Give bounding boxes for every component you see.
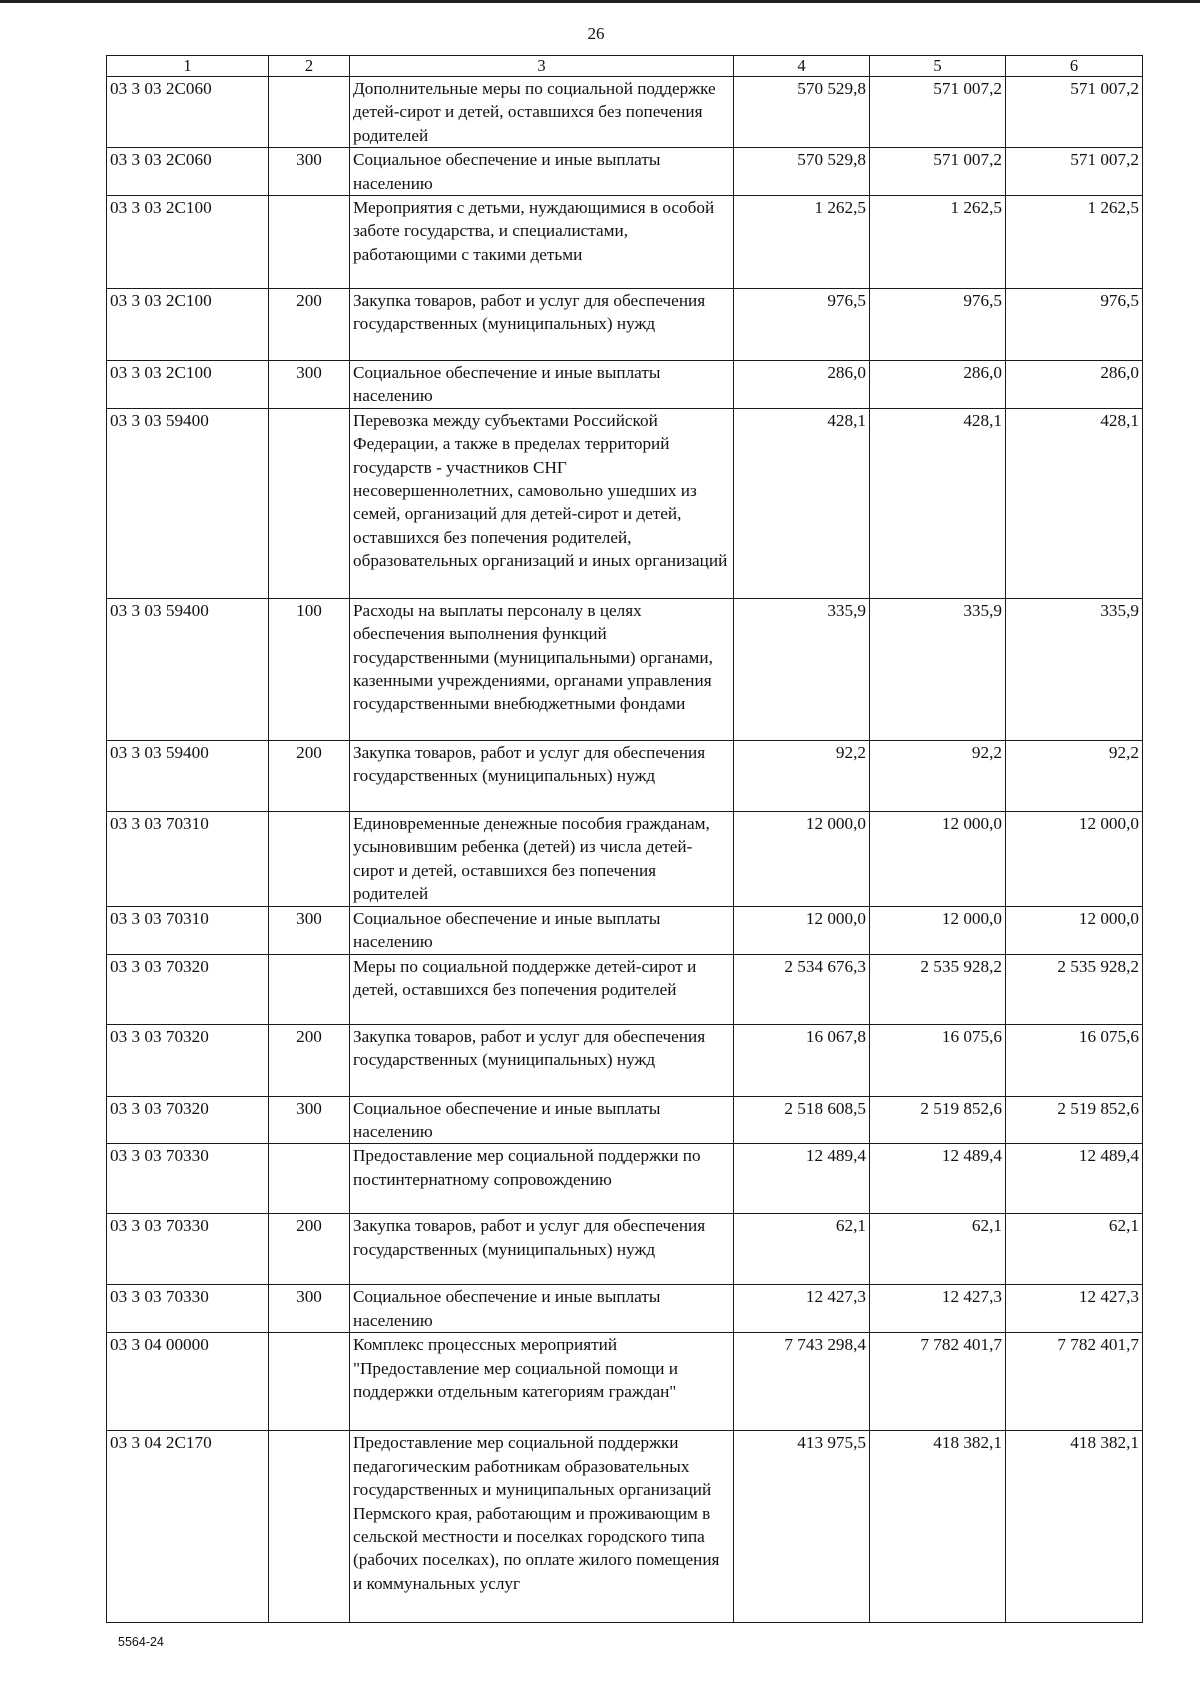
table-row <box>107 1431 1143 1623</box>
cell-amount-year2: 12 000,0 <box>870 906 1006 954</box>
cell-amount-year2: 16 075,6 <box>870 1024 1006 1096</box>
table-row <box>107 1285 1143 1333</box>
table-row <box>107 361 1143 409</box>
cell-amount-year3: 12 427,3 <box>1006 1285 1143 1333</box>
cell-amount-year3: 428,1 <box>1006 408 1143 598</box>
cell-expense-type: 200 <box>269 1024 350 1096</box>
cell-code: 03 3 04 00000 <box>107 1333 269 1431</box>
cell-expense-type <box>269 196 350 289</box>
table-row <box>107 740 1143 811</box>
cell-code: 03 3 03 59400 <box>107 408 269 598</box>
cell-amount-year1: 92,2 <box>734 740 870 811</box>
cell-amount-year1: 570 529,8 <box>734 77 870 148</box>
cell-name: Социальное обеспечение и иные выплаты населению <box>350 361 734 409</box>
cell-code: 03 3 03 70320 <box>107 1024 269 1096</box>
cell-name: Дополнительные меры по социальной поддержке детей-сирот и детей, оставшихся без попечения родителей <box>350 77 734 148</box>
cell-name: Комплекс процессных мероприятий "Предоставление мер социальной помощи и поддержки отдельным категориям граждан" <box>350 1333 734 1431</box>
cell-amount-year1: 12 000,0 <box>734 906 870 954</box>
cell-amount-year2: 12 000,0 <box>870 811 1006 906</box>
cell-expense-type: 200 <box>269 289 350 361</box>
cell-code: 03 3 03 70330 <box>107 1144 269 1214</box>
cell-name: Закупка товаров, работ и услуг для обеспечения государственных (муниципальных) нужд <box>350 1214 734 1285</box>
cell-amount-year1: 335,9 <box>734 598 870 740</box>
cell-amount-year2: 428,1 <box>870 408 1006 598</box>
table-row <box>107 1096 1143 1144</box>
cell-amount-year3: 7 782 401,7 <box>1006 1333 1143 1431</box>
cell-code: 03 3 03 2С100 <box>107 361 269 409</box>
header-col-5: 5 <box>870 56 1006 77</box>
cell-name: Расходы на выплаты персоналу в целях обеспечения выполнения функций государственными (муниципальными) органами, казенными учреждениями, органами управления государственными внебюджетными фондами <box>350 598 734 740</box>
cell-amount-year3: 2 535 928,2 <box>1006 954 1143 1024</box>
cell-amount-year1: 570 529,8 <box>734 148 870 196</box>
cell-code: 03 3 04 2С170 <box>107 1431 269 1623</box>
cell-amount-year1: 2 534 676,3 <box>734 954 870 1024</box>
cell-amount-year2: 1 262,5 <box>870 196 1006 289</box>
cell-expense-type: 300 <box>269 906 350 954</box>
table-row <box>107 1144 1143 1214</box>
table-row <box>107 1214 1143 1285</box>
cell-amount-year3: 1 262,5 <box>1006 196 1143 289</box>
header-col-2: 2 <box>269 56 350 77</box>
cell-amount-year3: 62,1 <box>1006 1214 1143 1285</box>
cell-amount-year1: 12 000,0 <box>734 811 870 906</box>
cell-amount-year2: 571 007,2 <box>870 148 1006 196</box>
cell-amount-year3: 2 519 852,6 <box>1006 1096 1143 1144</box>
cell-expense-type <box>269 811 350 906</box>
cell-amount-year1: 12 489,4 <box>734 1144 870 1214</box>
cell-amount-year2: 2 519 852,6 <box>870 1096 1006 1144</box>
table-row <box>107 954 1143 1024</box>
table-row <box>107 408 1143 598</box>
cell-amount-year2: 92,2 <box>870 740 1006 811</box>
table-row <box>107 196 1143 289</box>
cell-code: 03 3 03 59400 <box>107 598 269 740</box>
cell-amount-year2: 12 489,4 <box>870 1144 1006 1214</box>
top-border-line <box>0 0 1200 3</box>
cell-name: Предоставление мер социальной поддержки по постинтернатному сопровождению <box>350 1144 734 1214</box>
cell-code: 03 3 03 70330 <box>107 1285 269 1333</box>
table-header <box>107 56 1143 77</box>
table-body <box>107 77 1143 1623</box>
cell-name: Закупка товаров, работ и услуг для обеспечения государственных (муниципальных) нужд <box>350 289 734 361</box>
cell-code: 03 3 03 59400 <box>107 740 269 811</box>
cell-amount-year1: 12 427,3 <box>734 1285 870 1333</box>
cell-amount-year2: 62,1 <box>870 1214 1006 1285</box>
cell-amount-year1: 413 975,5 <box>734 1431 870 1623</box>
cell-amount-year2: 335,9 <box>870 598 1006 740</box>
cell-expense-type <box>269 954 350 1024</box>
cell-amount-year1: 7 743 298,4 <box>734 1333 870 1431</box>
cell-name: Перевозка между субъектами Российской Федерации, а также в пределах территорий государств - участников СНГ несовершеннолетних, самовольно ушедших из семей, организаций для детей-сирот и детей, оставшихся без попечения родителей, образовательных организаций и иных организаций <box>350 408 734 598</box>
cell-expense-type: 300 <box>269 148 350 196</box>
table-row <box>107 289 1143 361</box>
cell-name: Социальное обеспечение и иные выплаты населению <box>350 1096 734 1144</box>
cell-name: Социальное обеспечение и иные выплаты населению <box>350 906 734 954</box>
cell-amount-year1: 2 518 608,5 <box>734 1096 870 1144</box>
table-row <box>107 77 1143 148</box>
cell-code: 03 3 03 2С100 <box>107 289 269 361</box>
cell-amount-year2: 7 782 401,7 <box>870 1333 1006 1431</box>
cell-amount-year1: 286,0 <box>734 361 870 409</box>
cell-code: 03 3 03 70330 <box>107 1214 269 1285</box>
cell-amount-year3: 16 075,6 <box>1006 1024 1143 1096</box>
cell-name: Закупка товаров, работ и услуг для обеспечения государственных (муниципальных) нужд <box>350 1024 734 1096</box>
cell-expense-type: 300 <box>269 1285 350 1333</box>
cell-name: Закупка товаров, работ и услуг для обеспечения государственных (муниципальных) нужд <box>350 740 734 811</box>
cell-amount-year2: 571 007,2 <box>870 77 1006 148</box>
cell-code: 03 3 03 2С060 <box>107 77 269 148</box>
cell-expense-type <box>269 1144 350 1214</box>
cell-name: Предоставление мер социальной поддержки педагогическим работникам образовательных государственных и муниципальных организаций Пермского края, работающим и проживающим в сельской местности и поселках городского типа (рабочих поселках), по оплате жилого помещения и коммунальных услуг <box>350 1431 734 1623</box>
header-col-6: 6 <box>1006 56 1143 77</box>
cell-name: Меры по социальной поддержке детей-сирот и детей, оставшихся без попечения родителей <box>350 954 734 1024</box>
page-number: 26 <box>587 24 605 43</box>
cell-amount-year2: 12 427,3 <box>870 1285 1006 1333</box>
cell-amount-year3: 12 000,0 <box>1006 811 1143 906</box>
cell-code: 03 3 03 70320 <box>107 954 269 1024</box>
cell-code: 03 3 03 70310 <box>107 811 269 906</box>
cell-amount-year2: 2 535 928,2 <box>870 954 1006 1024</box>
table-row <box>107 906 1143 954</box>
cell-expense-type <box>269 408 350 598</box>
cell-expense-type <box>269 1431 350 1623</box>
cell-amount-year1: 1 262,5 <box>734 196 870 289</box>
cell-amount-year1: 16 067,8 <box>734 1024 870 1096</box>
header-row <box>107 56 1143 77</box>
cell-amount-year3: 12 489,4 <box>1006 1144 1143 1214</box>
cell-name: Социальное обеспечение и иные выплаты населению <box>350 1285 734 1333</box>
cell-name: Мероприятия с детьми, нуждающимися в особой заботе государства, и специалистами, работающими с такими детьми <box>350 196 734 289</box>
cell-name: Социальное обеспечение и иные выплаты населению <box>350 148 734 196</box>
header-col-4: 4 <box>734 56 870 77</box>
cell-amount-year3: 12 000,0 <box>1006 906 1143 954</box>
document-footer-code: 5564-24 <box>118 1635 164 1649</box>
cell-code: 03 3 03 2С100 <box>107 196 269 289</box>
cell-amount-year3: 92,2 <box>1006 740 1143 811</box>
cell-amount-year3: 335,9 <box>1006 598 1143 740</box>
cell-expense-type <box>269 1333 350 1431</box>
cell-expense-type: 300 <box>269 361 350 409</box>
table-row <box>107 598 1143 740</box>
cell-code: 03 3 03 70310 <box>107 906 269 954</box>
table-row <box>107 811 1143 906</box>
cell-expense-type: 200 <box>269 1214 350 1285</box>
table-row <box>107 1024 1143 1096</box>
cell-expense-type: 300 <box>269 1096 350 1144</box>
cell-amount-year2: 418 382,1 <box>870 1431 1006 1623</box>
header-col-1: 1 <box>107 56 269 77</box>
cell-amount-year3: 976,5 <box>1006 289 1143 361</box>
cell-expense-type <box>269 77 350 148</box>
cell-amount-year1: 976,5 <box>734 289 870 361</box>
cell-amount-year2: 286,0 <box>870 361 1006 409</box>
cell-code: 03 3 03 2С060 <box>107 148 269 196</box>
cell-expense-type: 100 <box>269 598 350 740</box>
cell-expense-type: 200 <box>269 740 350 811</box>
table-row <box>107 1333 1143 1431</box>
cell-amount-year1: 428,1 <box>734 408 870 598</box>
header-col-3: 3 <box>350 56 734 77</box>
cell-amount-year3: 571 007,2 <box>1006 77 1143 148</box>
cell-amount-year2: 976,5 <box>870 289 1006 361</box>
table-row <box>107 148 1143 196</box>
cell-code: 03 3 03 70320 <box>107 1096 269 1144</box>
budget-table <box>106 55 1143 1623</box>
cell-amount-year3: 571 007,2 <box>1006 148 1143 196</box>
cell-name: Единовременные денежные пособия гражданам, усыновившим ребенка (детей) из числа детей-сирот и детей, оставшихся без попечения родителей <box>350 811 734 906</box>
cell-amount-year3: 418 382,1 <box>1006 1431 1143 1623</box>
cell-amount-year3: 286,0 <box>1006 361 1143 409</box>
cell-amount-year1: 62,1 <box>734 1214 870 1285</box>
